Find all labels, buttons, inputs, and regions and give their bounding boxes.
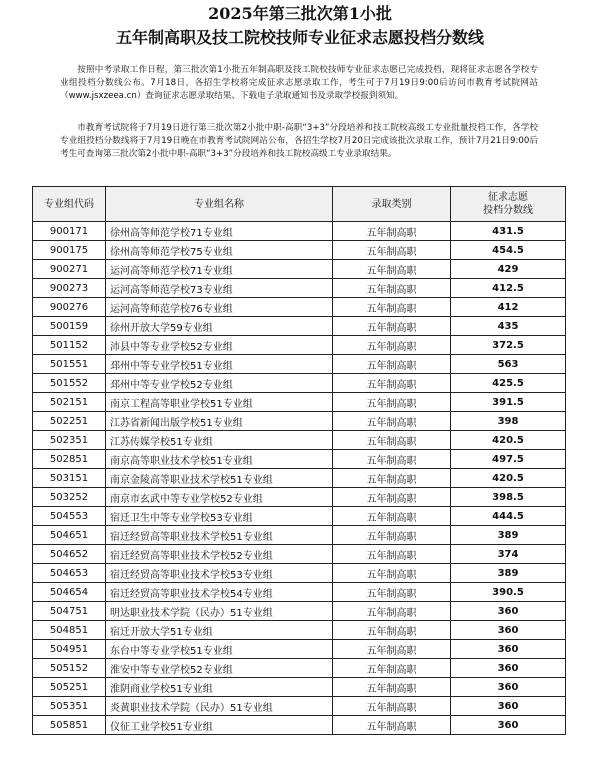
cell-category: 五年制高职 <box>333 678 451 697</box>
table-row <box>33 431 566 450</box>
table-row <box>33 659 566 678</box>
cell-score: 563 <box>451 355 566 374</box>
table-row <box>33 640 566 659</box>
page-title-line2: 五年制高职及技工院校技师专业征求志愿投档分数线 <box>115 28 484 47</box>
cell-category: 五年制高职 <box>333 393 451 412</box>
cell-score: 391.5 <box>451 393 566 412</box>
cell-score: 420.5 <box>451 431 566 450</box>
cell-code: 900271 <box>33 260 106 279</box>
cell-category: 五年制高职 <box>333 241 451 260</box>
cell-name: 江苏传媒学校51专业组 <box>106 431 333 450</box>
intro-paragraph-2: 市教育考试院将于7月19日进行第三批次第2小批中职-高职“3+3”分段培养和技工院校高级工专业批量投档工作，各学校专业组投档分数线将于7月19日晚在市教育考试院网站公布，各招生学校7月20日完成该批次录取工作，预计7月21日9:00后考生可查询第三批次第2小批中职-高职“3+3”分段培养和技工院校高级工专业录取结果。 <box>60 123 538 159</box>
table-row <box>33 317 566 336</box>
table-header-row <box>33 187 566 222</box>
page-title-line1: 2025年第三批次第1小批 <box>208 4 392 23</box>
table-row <box>33 602 566 621</box>
cell-name: 宿迁卫生中等专业学校53专业组 <box>106 507 333 526</box>
cell-score: 390.5 <box>451 583 566 602</box>
cell-category: 五年制高职 <box>333 374 451 393</box>
table-row <box>33 564 566 583</box>
cell-category: 五年制高职 <box>333 355 451 374</box>
cell-score: 389 <box>451 564 566 583</box>
table-row <box>33 583 566 602</box>
cell-name: 沛县中等专业学校52专业组 <box>106 336 333 355</box>
cell-category: 五年制高职 <box>333 317 451 336</box>
cell-code: 503252 <box>33 488 106 507</box>
cell-category: 五年制高职 <box>333 507 451 526</box>
cell-code: 900175 <box>33 241 106 260</box>
table-row <box>33 488 566 507</box>
cell-category: 五年制高职 <box>333 564 451 583</box>
cell-score: 374 <box>451 545 566 564</box>
cell-category: 五年制高职 <box>333 298 451 317</box>
cell-name: 南京工程高等职业学校51专业组 <box>106 393 333 412</box>
cell-category: 五年制高职 <box>333 583 451 602</box>
cell-category: 五年制高职 <box>333 336 451 355</box>
cell-name: 宿迁开放大学51专业组 <box>106 621 333 640</box>
table-row <box>33 450 566 469</box>
cell-score: 360 <box>451 697 566 716</box>
cell-name: 运河高等师范学校73专业组 <box>106 279 333 298</box>
cell-code: 900273 <box>33 279 106 298</box>
cell-score: 360 <box>451 678 566 697</box>
cell-category: 五年制高职 <box>333 526 451 545</box>
cell-name: 徐州高等师范学校71专业组 <box>106 222 333 241</box>
cell-score: 431.5 <box>451 222 566 241</box>
cell-score: 389 <box>451 526 566 545</box>
cell-code: 505351 <box>33 697 106 716</box>
cell-code: 500159 <box>33 317 106 336</box>
cell-code: 504751 <box>33 602 106 621</box>
cell-name: 江苏省新闻出版学校51专业组 <box>106 412 333 431</box>
table-row <box>33 412 566 431</box>
score-table <box>32 186 566 735</box>
cell-category: 五年制高职 <box>333 431 451 450</box>
cell-score: 429 <box>451 260 566 279</box>
cell-code: 504851 <box>33 621 106 640</box>
cell-score: 497.5 <box>451 450 566 469</box>
cell-name: 邳州中等专业学校51专业组 <box>106 355 333 374</box>
table-row <box>33 621 566 640</box>
cell-name: 淮阴商业学校51专业组 <box>106 678 333 697</box>
cell-score: 412 <box>451 298 566 317</box>
cell-name: 邳州中等专业学校52专业组 <box>106 374 333 393</box>
cell-score: 360 <box>451 659 566 678</box>
header-score: 征求志愿 投档分数线 <box>451 187 566 222</box>
cell-score: 412.5 <box>451 279 566 298</box>
table-row <box>33 298 566 317</box>
cell-name: 宿迁经贸高等职业技术学校52专业组 <box>106 545 333 564</box>
cell-score: 444.5 <box>451 507 566 526</box>
cell-code: 502151 <box>33 393 106 412</box>
cell-name: 南京高等职业技术学校51专业组 <box>106 450 333 469</box>
table-row <box>33 374 566 393</box>
table-row <box>33 222 566 241</box>
intro-paragraph-1: 按照中考录取工作日程，第三批次第1小批五年制高职及技工院校技师专业征求志愿已完成投档，现将征求志愿各学校专业组投档分数线公布。7月18日，各招生学校将完成征求志愿录取工作，考生可于7月19日9:00后访问市教育考试院网站（www.jsxzeea.cn）查询征求志愿录取结果、下载电子录取通知书及录取学校报到须知。 <box>60 65 538 101</box>
cell-name: 宿迁经贸高等职业技术学校53专业组 <box>106 564 333 583</box>
cell-score: 360 <box>451 640 566 659</box>
cell-category: 五年制高职 <box>333 279 451 298</box>
cell-score: 372.5 <box>451 336 566 355</box>
table-row <box>33 336 566 355</box>
table-row <box>33 545 566 564</box>
cell-code: 502351 <box>33 431 106 450</box>
cell-code: 505152 <box>33 659 106 678</box>
table-row <box>33 507 566 526</box>
cell-category: 五年制高职 <box>333 697 451 716</box>
cell-name: 宿迁经贸高等职业技术学校51专业组 <box>106 526 333 545</box>
cell-name: 运河高等师范学校71专业组 <box>106 260 333 279</box>
cell-code: 504654 <box>33 583 106 602</box>
cell-category: 五年制高职 <box>333 469 451 488</box>
cell-score: 360 <box>451 602 566 621</box>
table-row <box>33 716 566 735</box>
cell-code: 900171 <box>33 222 106 241</box>
cell-category: 五年制高职 <box>333 412 451 431</box>
cell-category: 五年制高职 <box>333 488 451 507</box>
cell-name: 运河高等师范学校76专业组 <box>106 298 333 317</box>
table-row <box>33 355 566 374</box>
cell-code: 900276 <box>33 298 106 317</box>
cell-category: 五年制高职 <box>333 450 451 469</box>
table-body <box>33 222 566 735</box>
cell-code: 504651 <box>33 526 106 545</box>
cell-category: 五年制高职 <box>333 545 451 564</box>
cell-category: 五年制高职 <box>333 659 451 678</box>
cell-category: 五年制高职 <box>333 602 451 621</box>
cell-score: 435 <box>451 317 566 336</box>
header-category: 录取类别 <box>333 187 451 222</box>
cell-score: 454.5 <box>451 241 566 260</box>
table-row <box>33 393 566 412</box>
cell-name: 仪征工业学校51专业组 <box>106 716 333 735</box>
cell-code: 501552 <box>33 374 106 393</box>
cell-score: 398.5 <box>451 488 566 507</box>
table-row <box>33 279 566 298</box>
cell-code: 504652 <box>33 545 106 564</box>
cell-name: 明达职业技术学院（民办）51专业组 <box>106 602 333 621</box>
table-row <box>33 526 566 545</box>
table-row <box>33 697 566 716</box>
cell-name: 徐州高等师范学校75专业组 <box>106 241 333 260</box>
cell-name: 宿迁经贸高等职业技术学校54专业组 <box>106 583 333 602</box>
cell-code: 505251 <box>33 678 106 697</box>
cell-code: 501551 <box>33 355 106 374</box>
cell-code: 504951 <box>33 640 106 659</box>
cell-score: 360 <box>451 621 566 640</box>
table-row <box>33 260 566 279</box>
cell-name: 淮安中等专业学校52专业组 <box>106 659 333 678</box>
cell-name: 东台中等专业学校51专业组 <box>106 640 333 659</box>
cell-code: 501152 <box>33 336 106 355</box>
cell-code: 502251 <box>33 412 106 431</box>
cell-name: 徐州开放大学59专业组 <box>106 317 333 336</box>
cell-code: 504553 <box>33 507 106 526</box>
cell-category: 五年制高职 <box>333 621 451 640</box>
header-code: 专业组代码 <box>33 187 106 222</box>
cell-name: 南京市玄武中等专业学校52专业组 <box>106 488 333 507</box>
table-row <box>33 678 566 697</box>
cell-name: 炎黄职业技术学院（民办）51专业组 <box>106 697 333 716</box>
cell-score: 360 <box>451 716 566 735</box>
table-row <box>33 469 566 488</box>
cell-name: 南京金陵高等职业技术学校51专业组 <box>106 469 333 488</box>
cell-score: 398 <box>451 412 566 431</box>
table-row <box>33 241 566 260</box>
cell-category: 五年制高职 <box>333 222 451 241</box>
header-name: 专业组名称 <box>106 187 333 222</box>
cell-code: 503151 <box>33 469 106 488</box>
cell-code: 502851 <box>33 450 106 469</box>
cell-score: 420.5 <box>451 469 566 488</box>
cell-code: 505851 <box>33 716 106 735</box>
cell-score: 425.5 <box>451 374 566 393</box>
cell-category: 五年制高职 <box>333 640 451 659</box>
cell-code: 504653 <box>33 564 106 583</box>
cell-category: 五年制高职 <box>333 716 451 735</box>
cell-category: 五年制高职 <box>333 260 451 279</box>
